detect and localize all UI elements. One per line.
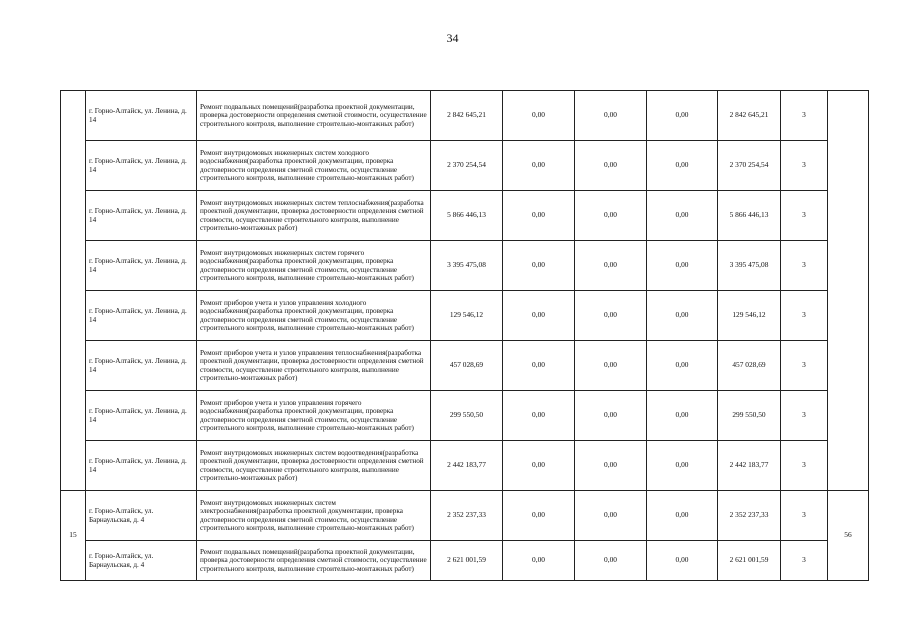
zero-cell-2: 0,00 [575,91,647,141]
count-cell: 3 [781,491,828,541]
count-cell: 3 [781,541,828,581]
group-number-cell: 15 [61,491,86,581]
table-row [61,341,869,391]
zero-cell-1: 0,00 [503,141,575,191]
table-row [61,541,869,581]
amount-cell: 5 866 446,13 [431,191,503,241]
zero-cell-2: 0,00 [575,241,647,291]
address-cell: г. Горно-Алтайск, ул. Ленина, д. 14 [86,241,197,291]
count-cell: 3 [781,441,828,491]
work-description-cell: Ремонт приборов учета и узлов управления холодного водоснабжения(разработка проектной документации, проверка достоверности определения сметной стоимости, осуществление строительного контроля, выполнение строительно-монтажных работ) [197,291,431,341]
zero-cell-2: 0,00 [575,191,647,241]
count-cell: 3 [781,241,828,291]
total-cell: 2 352 237,33 [718,491,781,541]
address-cell: г. Горно-Алтайск, ул. Ленина, д. 14 [86,341,197,391]
zero-cell-3: 0,00 [647,441,718,491]
table-row [61,441,869,491]
work-description-cell: Ремонт внутридомовых инженерных систем водоотведения(разработка проектной документации, проверка достоверности определения сметной стоимости, осуществление строительного контроля, выполнение строительно-монтажных работ) [197,441,431,491]
work-description-cell: Ремонт внутридомовых инженерных систем электроснабжения(разработка проектной документации, проверка достоверности определения сметной стоимости, осуществление строительного контроля, выполнение строительно-монтажных работ) [197,491,431,541]
count-cell: 3 [781,191,828,241]
address-cell: г. Горно-Алтайск, ул. Ленина, д. 14 [86,191,197,241]
amount-cell: 457 028,69 [431,341,503,391]
table-row [61,141,869,191]
total-cell: 2 621 001,59 [718,541,781,581]
zero-cell-2: 0,00 [575,441,647,491]
group-total-cell-prev [828,91,869,491]
count-cell: 3 [781,141,828,191]
zero-cell-3: 0,00 [647,141,718,191]
total-cell: 299 550,50 [718,391,781,441]
table-row [61,191,869,241]
table-row [61,91,869,141]
total-cell: 2 442 183,77 [718,441,781,491]
zero-cell-2: 0,00 [575,391,647,441]
address-cell: г. Горно-Алтайск, ул. Ленина, д. 14 [86,91,197,141]
amount-cell: 129 546,12 [431,291,503,341]
zero-cell-1: 0,00 [503,241,575,291]
total-cell: 457 028,69 [718,341,781,391]
zero-cell-3: 0,00 [647,391,718,441]
zero-cell-3: 0,00 [647,541,718,581]
zero-cell-3: 0,00 [647,291,718,341]
amount-cell: 2 442 183,77 [431,441,503,491]
address-cell: г. Горно-Алтайск, ул. Ленина, д. 14 [86,441,197,491]
zero-cell-3: 0,00 [647,191,718,241]
zero-cell-2: 0,00 [575,341,647,391]
zero-cell-1: 0,00 [503,441,575,491]
group-total-cell: 56 [828,491,869,581]
work-description-cell: Ремонт приборов учета и узлов управления горячего водоснабжения(разработка проектной документации, проверка достоверности определения сметной стоимости, осуществление строительного контроля, выполнение строительно-монтажных работ) [197,391,431,441]
work-description-cell: Ремонт подвальных помещений(разработка проектной документации, проверка достоверности определения сметной стоимости, осуществление строительного контроля, выполнение строительно-монтажных работ) [197,91,431,141]
zero-cell-1: 0,00 [503,191,575,241]
zero-cell-3: 0,00 [647,341,718,391]
zero-cell-1: 0,00 [503,341,575,391]
total-cell: 129 546,12 [718,291,781,341]
address-cell: г. Горно-Алтайск, ул. Ленина, д. 14 [86,391,197,441]
zero-cell-3: 0,00 [647,241,718,291]
count-cell: 3 [781,291,828,341]
zero-cell-3: 0,00 [647,491,718,541]
zero-cell-1: 0,00 [503,491,575,541]
total-cell: 2 370 254,54 [718,141,781,191]
count-cell: 3 [781,391,828,441]
zero-cell-1: 0,00 [503,391,575,441]
work-description-cell: Ремонт внутридомовых инженерных систем теплоснабжения(разработка проектной документации, проверка достоверности определения сметной стоимости, осуществление строительного контроля, выполнение строительно-монтажных работ) [197,191,431,241]
total-cell: 5 866 446,13 [718,191,781,241]
zero-cell-2: 0,00 [575,541,647,581]
amount-cell: 2 352 237,33 [431,491,503,541]
group-number-cell-prev [61,91,86,491]
work-description-cell: Ремонт приборов учета и узлов управления теплоснабжения(разработка проектной документации, проверка достоверности определения сметной стоимости, осуществление строительного контроля, выполнение строительно-монтажных работ) [197,341,431,391]
amount-cell: 2 370 254,54 [431,141,503,191]
amount-cell: 299 550,50 [431,391,503,441]
address-cell: г. Горно-Алтайск, ул. Барнаульская, д. 4 [86,491,197,541]
amount-cell: 2 842 645,21 [431,91,503,141]
count-cell: 3 [781,91,828,141]
zero-cell-2: 0,00 [575,291,647,341]
program-table [60,90,869,581]
zero-cell-3: 0,00 [647,91,718,141]
count-cell: 3 [781,341,828,391]
table-row [61,291,869,341]
total-cell: 2 842 645,21 [718,91,781,141]
table-row [61,391,869,441]
zero-cell-1: 0,00 [503,91,575,141]
work-description-cell: Ремонт подвальных помещений(разработка проектной документации, проверка достоверности определения сметной стоимости, осуществление строительного контроля, выполнение строительно-монтажных работ) [197,541,431,581]
total-cell: 3 395 475,08 [718,241,781,291]
address-cell: г. Горно-Алтайск, ул. Ленина, д. 14 [86,141,197,191]
amount-cell: 3 395 475,08 [431,241,503,291]
address-cell: г. Горно-Алтайск, ул. Барнаульская, д. 4 [86,541,197,581]
amount-cell: 2 621 001,59 [431,541,503,581]
zero-cell-2: 0,00 [575,491,647,541]
zero-cell-1: 0,00 [503,541,575,581]
zero-cell-1: 0,00 [503,291,575,341]
address-cell: г. Горно-Алтайск, ул. Ленина, д. 14 [86,291,197,341]
work-description-cell: Ремонт внутридомовых инженерных систем холодного водоснабжения(разработка проектной документации, проверка достоверности определения сметной стоимости, осуществление строительного контроля, выполнение строительно-монтажных работ) [197,141,431,191]
work-description-cell: Ремонт внутридомовых инженерных систем горячего водоснабжения(разработка проектной документации, проверка достоверности определения сметной стоимости, осуществление строительного контроля, выполнение строительно-монтажных работ) [197,241,431,291]
page-number: 34 [446,31,459,45]
zero-cell-2: 0,00 [575,141,647,191]
table-row [61,491,869,541]
table-row [61,241,869,291]
